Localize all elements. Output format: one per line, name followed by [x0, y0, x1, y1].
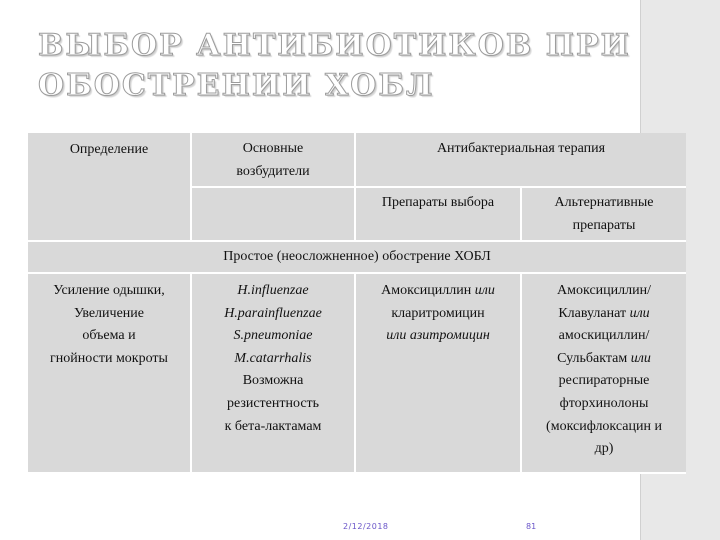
footer-date: 2/12/2018 — [343, 522, 389, 531]
cell-alternative: Амоксициллин/ Клавуланат или амоскициллин/ Сульбактам или респираторные фторхинолоны (моксифлоксацин и др) — [522, 274, 686, 474]
header-pathogens-empty — [192, 188, 356, 242]
header-choice: Препараты выбора — [356, 188, 522, 242]
antibiotics-table — [28, 133, 686, 474]
slide-title — [38, 26, 638, 106]
footer-page-number: 81 — [526, 522, 537, 531]
cell-pathogens: H.influenzae H.parainfluenzae S.pneumoniae M.catarrhalis Возможна резистентность к бета-лактамам — [192, 274, 356, 474]
title-line-1: ВЫБОР АНТИБИОТИКОВ ПРИ — [38, 28, 631, 63]
section-row: Простое (неосложненное) обострение ХОБЛ — [28, 242, 686, 274]
header-alternative: Альтернативные препараты — [522, 188, 686, 242]
cell-choice: Амоксициллин или кларитромицин или азитромицин — [356, 274, 522, 474]
header-definition: Определение — [28, 133, 192, 242]
title-line-2: ОБОСТРЕНИИ ХОБЛ — [38, 68, 435, 103]
header-pathogens: Основные возбудители — [192, 133, 356, 188]
cell-definition: Усиление одышки, Увеличение объема и гнойности мокроты — [28, 274, 192, 474]
header-therapy: Антибактериальная терапия — [356, 133, 686, 188]
